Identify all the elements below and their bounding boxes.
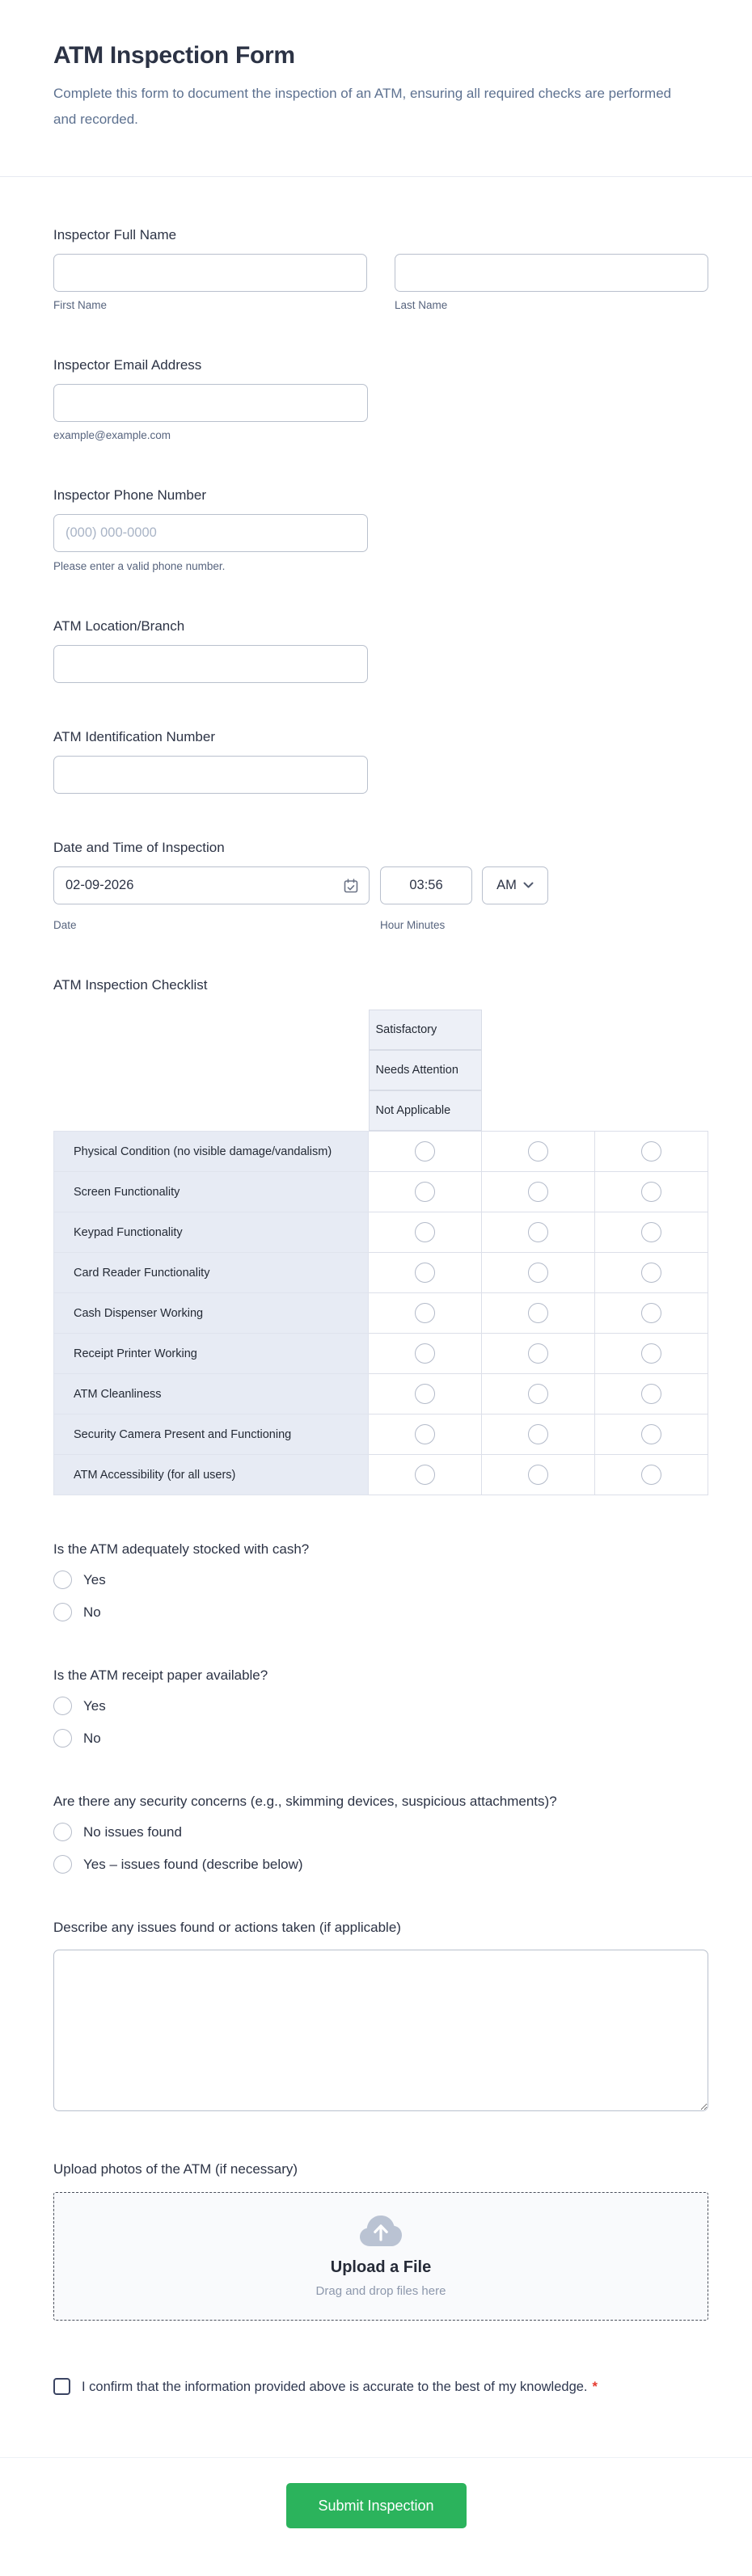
chevron-down-icon [523,878,534,893]
radio-option-label: Yes – issues found (describe below) [83,1856,303,1872]
checklist-column-header: Needs Attention [369,1050,482,1090]
checklist-radio[interactable] [415,1222,435,1242]
atm-id-input[interactable] [53,756,368,794]
radio-option[interactable] [53,1603,708,1621]
radio-option[interactable] [53,1855,708,1874]
checklist-label: ATM Inspection Checklist [53,977,208,993]
checklist-radio[interactable] [415,1263,435,1283]
radio-option-label: No [83,1604,101,1620]
field-security-concerns [53,1794,708,1874]
checklist-radio[interactable] [415,1303,435,1323]
checklist-row [54,1253,708,1293]
email-label: Inspector Email Address [53,357,202,373]
describe-issues-label: Describe any issues found or actions taken (if applicable) [53,1920,401,1935]
checklist-row-label: Receipt Printer Working [54,1334,369,1374]
radio-option-label: Yes [83,1571,106,1587]
checklist-radio[interactable] [528,1465,548,1485]
field-inspector-email [53,357,708,441]
checklist-radio[interactable] [641,1424,661,1444]
full-name-label: Inspector Full Name [53,227,177,242]
location-input[interactable] [53,645,368,683]
checklist-row-label: Keypad Functionality [54,1212,369,1253]
email-input[interactable] [53,384,368,422]
date-input[interactable] [53,866,370,904]
checklist-row [54,1455,708,1495]
datetime-row [53,866,708,904]
checklist-row-label: ATM Accessibility (for all users) [54,1455,369,1495]
security-concerns-label: Are there any security concerns (e.g., skimming devices, suspicious attachments)? [53,1794,557,1809]
field-confirm [53,2375,700,2399]
checklist-radio[interactable] [641,1465,661,1485]
upload-cloud-icon [359,2215,403,2251]
checklist-radio[interactable] [415,1182,435,1202]
checklist-radio[interactable] [528,1343,548,1364]
radio-option[interactable] [53,1570,708,1589]
radio-option[interactable] [53,1697,708,1715]
checklist-row-label: Physical Condition (no visible damage/vandalism) [54,1132,369,1172]
checklist-row [54,1414,708,1455]
field-atm-location [53,618,708,683]
first-name-input[interactable] [53,254,367,292]
describe-issues-textarea[interactable] [53,1950,708,2111]
upload-photos-label: Upload photos of the ATM (if necessary) [53,2161,298,2177]
checklist-radio[interactable] [528,1384,548,1404]
required-asterisk: * [592,2380,598,2394]
radio-icon[interactable] [53,1729,72,1748]
phone-helper-text: Please enter a valid phone number. [53,560,226,572]
checklist-row-label: Security Camera Present and Functioning [54,1414,369,1455]
page-title: ATM Inspection Form [53,42,295,69]
date-input-wrap [53,866,370,904]
field-cash-stocked [53,1541,708,1621]
form-header [0,0,752,176]
confirm-checkbox[interactable] [53,2378,70,2395]
checklist-table [53,1010,708,1495]
checklist-radio[interactable] [415,1465,435,1485]
last-name-sublabel: Last Name [395,299,448,311]
checklist-radio[interactable] [528,1424,548,1444]
file-upload-dropzone[interactable] [53,2192,708,2321]
checklist-radio[interactable] [641,1343,661,1364]
radio-option[interactable] [53,1729,708,1748]
cash-stocked-options [53,1570,708,1621]
upload-hint-text: Drag and drop files here [315,2284,446,2298]
checklist-row [54,1212,708,1253]
time-sublabel: Hour Minutes [380,919,446,931]
checklist-radio[interactable] [528,1182,548,1202]
checklist-row [54,1132,708,1172]
checklist-row-label: Card Reader Functionality [54,1253,369,1293]
form-description: Complete this form to document the inspection of an ATM, ensuring all required checks are performed and recorded. [53,86,672,127]
checklist-radio[interactable] [528,1263,548,1283]
radio-icon[interactable] [53,1570,72,1589]
checklist-row-label: Screen Functionality [54,1172,369,1212]
field-atm-id [53,729,708,794]
checklist-row [54,1293,708,1334]
checklist-radio[interactable] [415,1141,435,1162]
upload-button-text[interactable]: Upload a File [330,2258,432,2276]
radio-option-label: No issues found [83,1823,182,1840]
radio-icon[interactable] [53,1855,72,1874]
checklist-row [54,1172,708,1212]
field-datetime [53,840,708,931]
confirm-label: I confirm that the information provided above is accurate to the best of my knowledge. [82,2380,588,2394]
checklist-radio[interactable] [528,1222,548,1242]
phone-input[interactable] [53,514,368,552]
name-row [53,254,708,311]
radio-option-label: Yes [83,1697,106,1714]
submit-button[interactable]: Submit Inspection [286,2483,467,2528]
time-input[interactable] [380,866,472,904]
radio-option-label: No [83,1730,101,1746]
checklist-radio[interactable] [641,1384,661,1404]
checklist-radio[interactable] [641,1182,661,1202]
first-name-sublabel: First Name [53,299,108,311]
checklist-column-header: Not Applicable [369,1090,482,1131]
ampm-select[interactable] [482,866,548,904]
checklist-radio[interactable] [641,1303,661,1323]
checklist-radio[interactable] [528,1303,548,1323]
last-name-col [395,254,708,311]
checklist-radio[interactable] [415,1343,435,1364]
checklist-corner-cell [54,1010,369,1132]
form-body [0,177,752,2399]
phone-label: Inspector Phone Number [53,487,206,503]
radio-icon[interactable] [53,1697,72,1715]
field-describe-issues [53,1920,708,2115]
radio-option[interactable] [53,1823,708,1841]
checklist-row [54,1374,708,1414]
first-name-col [53,254,367,311]
checklist-radio[interactable] [528,1141,548,1162]
checklist-radio[interactable] [641,1222,661,1242]
email-sublabel: example@example.com [53,429,171,441]
field-inspector-full-name [53,227,708,311]
checklist-row-label: Cash Dispenser Working [54,1293,369,1334]
checklist-row-label: ATM Cleanliness [54,1374,369,1414]
receipt-paper-options [53,1697,708,1748]
ampm-value: AM [496,878,517,892]
last-name-input[interactable] [395,254,708,292]
field-receipt-paper [53,1667,708,1748]
field-inspector-phone [53,487,708,572]
location-label: ATM Location/Branch [53,618,185,634]
checklist-radio[interactable] [415,1424,435,1444]
cash-stocked-label: Is the ATM adequately stocked with cash? [53,1541,310,1557]
atm-id-label: ATM Identification Number [53,729,215,744]
receipt-paper-label: Is the ATM receipt paper available? [53,1667,268,1683]
field-upload-photos [53,2161,708,2321]
checklist-radio[interactable] [641,1141,661,1162]
date-sublabel: Date [53,919,77,931]
checklist-radio[interactable] [641,1263,661,1283]
checklist-row [54,1334,708,1374]
checklist-column-header: Satisfactory [369,1010,482,1050]
checklist-radio[interactable] [415,1384,435,1404]
field-checklist [53,977,708,1495]
radio-icon[interactable] [53,1603,72,1621]
radio-icon[interactable] [53,1823,72,1841]
datetime-sublabels [53,912,708,931]
submit-row [0,2458,752,2576]
security-concerns-options [53,1823,708,1874]
datetime-label: Date and Time of Inspection [53,840,225,855]
checklist-header-row [54,1010,708,1132]
